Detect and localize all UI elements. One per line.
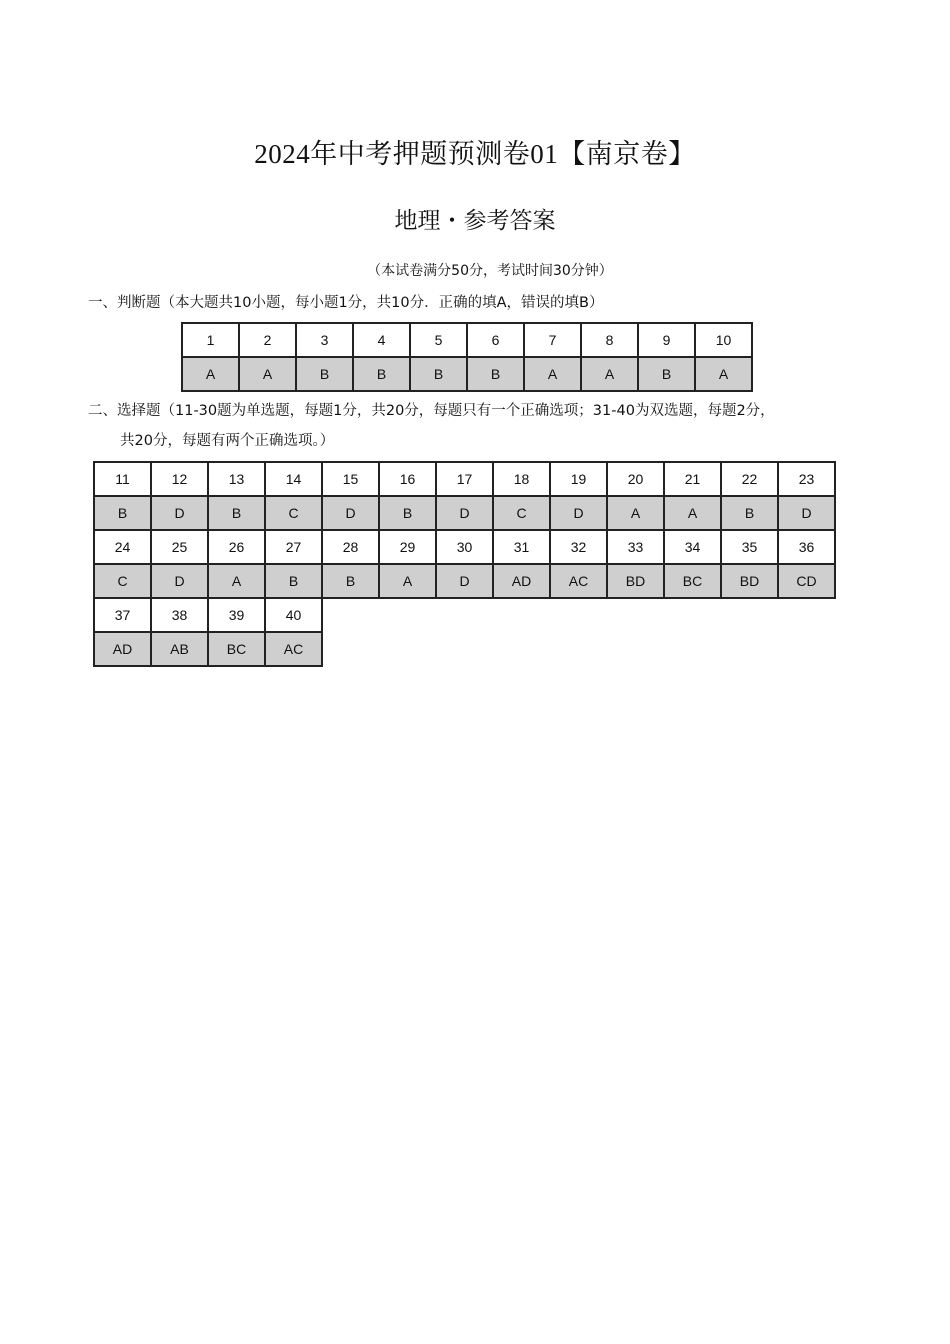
- question-number: 23: [778, 462, 835, 496]
- answer-cell: BC: [664, 564, 721, 598]
- empty-cell: [550, 598, 607, 632]
- question-number: 6: [467, 323, 524, 357]
- question-number: 34: [664, 530, 721, 564]
- empty-cell: [607, 598, 664, 632]
- question-number-row: [94, 598, 835, 632]
- answer-cell: A: [182, 357, 239, 391]
- question-number: 3: [296, 323, 353, 357]
- answer-cell: B: [410, 357, 467, 391]
- answer-cell: D: [436, 496, 493, 530]
- section-2-heading-line2: 共20分，每题有两个正确选项。）: [120, 433, 335, 449]
- answer-cell: BD: [721, 564, 778, 598]
- question-number: 14: [265, 462, 322, 496]
- section-2-heading: [88, 396, 888, 456]
- answer-table-judgment: [181, 322, 753, 392]
- empty-cell: [721, 632, 778, 666]
- empty-cell: [721, 598, 778, 632]
- answer-cell: A: [581, 357, 638, 391]
- section-1-heading: 一、判断题（本大题共10小题，每小题1分，共10分．正确的填A，错误的填B）: [88, 295, 604, 311]
- answer-cell: AC: [265, 632, 322, 666]
- answer-cell: B: [721, 496, 778, 530]
- answer-cell: B: [208, 496, 265, 530]
- answer-cell: B: [467, 357, 524, 391]
- empty-cell: [664, 632, 721, 666]
- answer-cell: A: [379, 564, 436, 598]
- answer-cell: AB: [151, 632, 208, 666]
- question-number: 35: [721, 530, 778, 564]
- answer-row: [94, 632, 835, 666]
- answer-cell: B: [638, 357, 695, 391]
- empty-cell: [436, 598, 493, 632]
- question-number: 39: [208, 598, 265, 632]
- answer-cell: AD: [493, 564, 550, 598]
- exam-note: （本试卷满分50分，考试时间30分钟）: [367, 263, 613, 279]
- answer-cell: BC: [208, 632, 265, 666]
- empty-cell: [379, 632, 436, 666]
- empty-cell: [664, 598, 721, 632]
- question-number: 18: [493, 462, 550, 496]
- answer-cell: D: [550, 496, 607, 530]
- question-number: 4: [353, 323, 410, 357]
- answer-cell: A: [208, 564, 265, 598]
- page-subtitle: 地理・参考答案: [394, 208, 556, 234]
- question-number: 12: [151, 462, 208, 496]
- empty-cell: [607, 632, 664, 666]
- answer-cell: A: [524, 357, 581, 391]
- answer-cell: D: [436, 564, 493, 598]
- answer-cell: D: [322, 496, 379, 530]
- question-number: 40: [265, 598, 322, 632]
- answer-cell: D: [778, 496, 835, 530]
- question-number: 21: [664, 462, 721, 496]
- answer-cell: B: [94, 496, 151, 530]
- answer-row: [182, 357, 752, 391]
- question-number: 30: [436, 530, 493, 564]
- question-number: 36: [778, 530, 835, 564]
- question-number: 26: [208, 530, 265, 564]
- question-number: 2: [239, 323, 296, 357]
- answer-cell: C: [94, 564, 151, 598]
- answer-cell: AD: [94, 632, 151, 666]
- question-number: 8: [581, 323, 638, 357]
- question-number: 7: [524, 323, 581, 357]
- empty-cell: [550, 632, 607, 666]
- answer-cell: B: [353, 357, 410, 391]
- empty-cell: [778, 598, 835, 632]
- answer-table-choice: [93, 461, 836, 667]
- question-number: 1: [182, 323, 239, 357]
- answer-cell: A: [695, 357, 752, 391]
- answer-cell: B: [296, 357, 353, 391]
- question-number: 9: [638, 323, 695, 357]
- question-number: 33: [607, 530, 664, 564]
- question-number: 5: [410, 323, 467, 357]
- question-number: 19: [550, 462, 607, 496]
- question-number: 11: [94, 462, 151, 496]
- question-number: 20: [607, 462, 664, 496]
- empty-cell: [322, 632, 379, 666]
- question-number: 24: [94, 530, 151, 564]
- answer-cell: C: [265, 496, 322, 530]
- empty-cell: [778, 632, 835, 666]
- question-number: 28: [322, 530, 379, 564]
- question-number: 27: [265, 530, 322, 564]
- question-number: 22: [721, 462, 778, 496]
- question-number: 37: [94, 598, 151, 632]
- answer-cell: A: [239, 357, 296, 391]
- question-number: 31: [493, 530, 550, 564]
- question-number: 13: [208, 462, 265, 496]
- question-number-row: [94, 462, 835, 496]
- answer-cell: BD: [607, 564, 664, 598]
- section-2-heading-line1: 二、选择题（11-30题为单选题，每题1分，共20分，每题只有一个正确选项；31-40为双选题，每题2分，: [88, 403, 775, 419]
- empty-cell: [493, 632, 550, 666]
- answer-row: [94, 564, 835, 598]
- answer-cell: B: [265, 564, 322, 598]
- answer-cell: C: [493, 496, 550, 530]
- question-number-row: [94, 530, 835, 564]
- answer-cell: CD: [778, 564, 835, 598]
- empty-cell: [493, 598, 550, 632]
- empty-cell: [379, 598, 436, 632]
- question-number: 32: [550, 530, 607, 564]
- question-number: 10: [695, 323, 752, 357]
- answer-cell: AC: [550, 564, 607, 598]
- answer-cell: A: [664, 496, 721, 530]
- question-number: 25: [151, 530, 208, 564]
- empty-cell: [322, 598, 379, 632]
- question-number: 38: [151, 598, 208, 632]
- question-number: 17: [436, 462, 493, 496]
- answer-cell: B: [322, 564, 379, 598]
- question-number: 29: [379, 530, 436, 564]
- page-title: 2024年中考押题预测卷01【南京卷】: [254, 139, 696, 169]
- question-number: 15: [322, 462, 379, 496]
- question-number-row: [182, 323, 752, 357]
- answer-cell: B: [379, 496, 436, 530]
- empty-cell: [436, 632, 493, 666]
- answer-cell: D: [151, 564, 208, 598]
- answer-cell: D: [151, 496, 208, 530]
- answer-cell: A: [607, 496, 664, 530]
- answer-row: [94, 496, 835, 530]
- question-number: 16: [379, 462, 436, 496]
